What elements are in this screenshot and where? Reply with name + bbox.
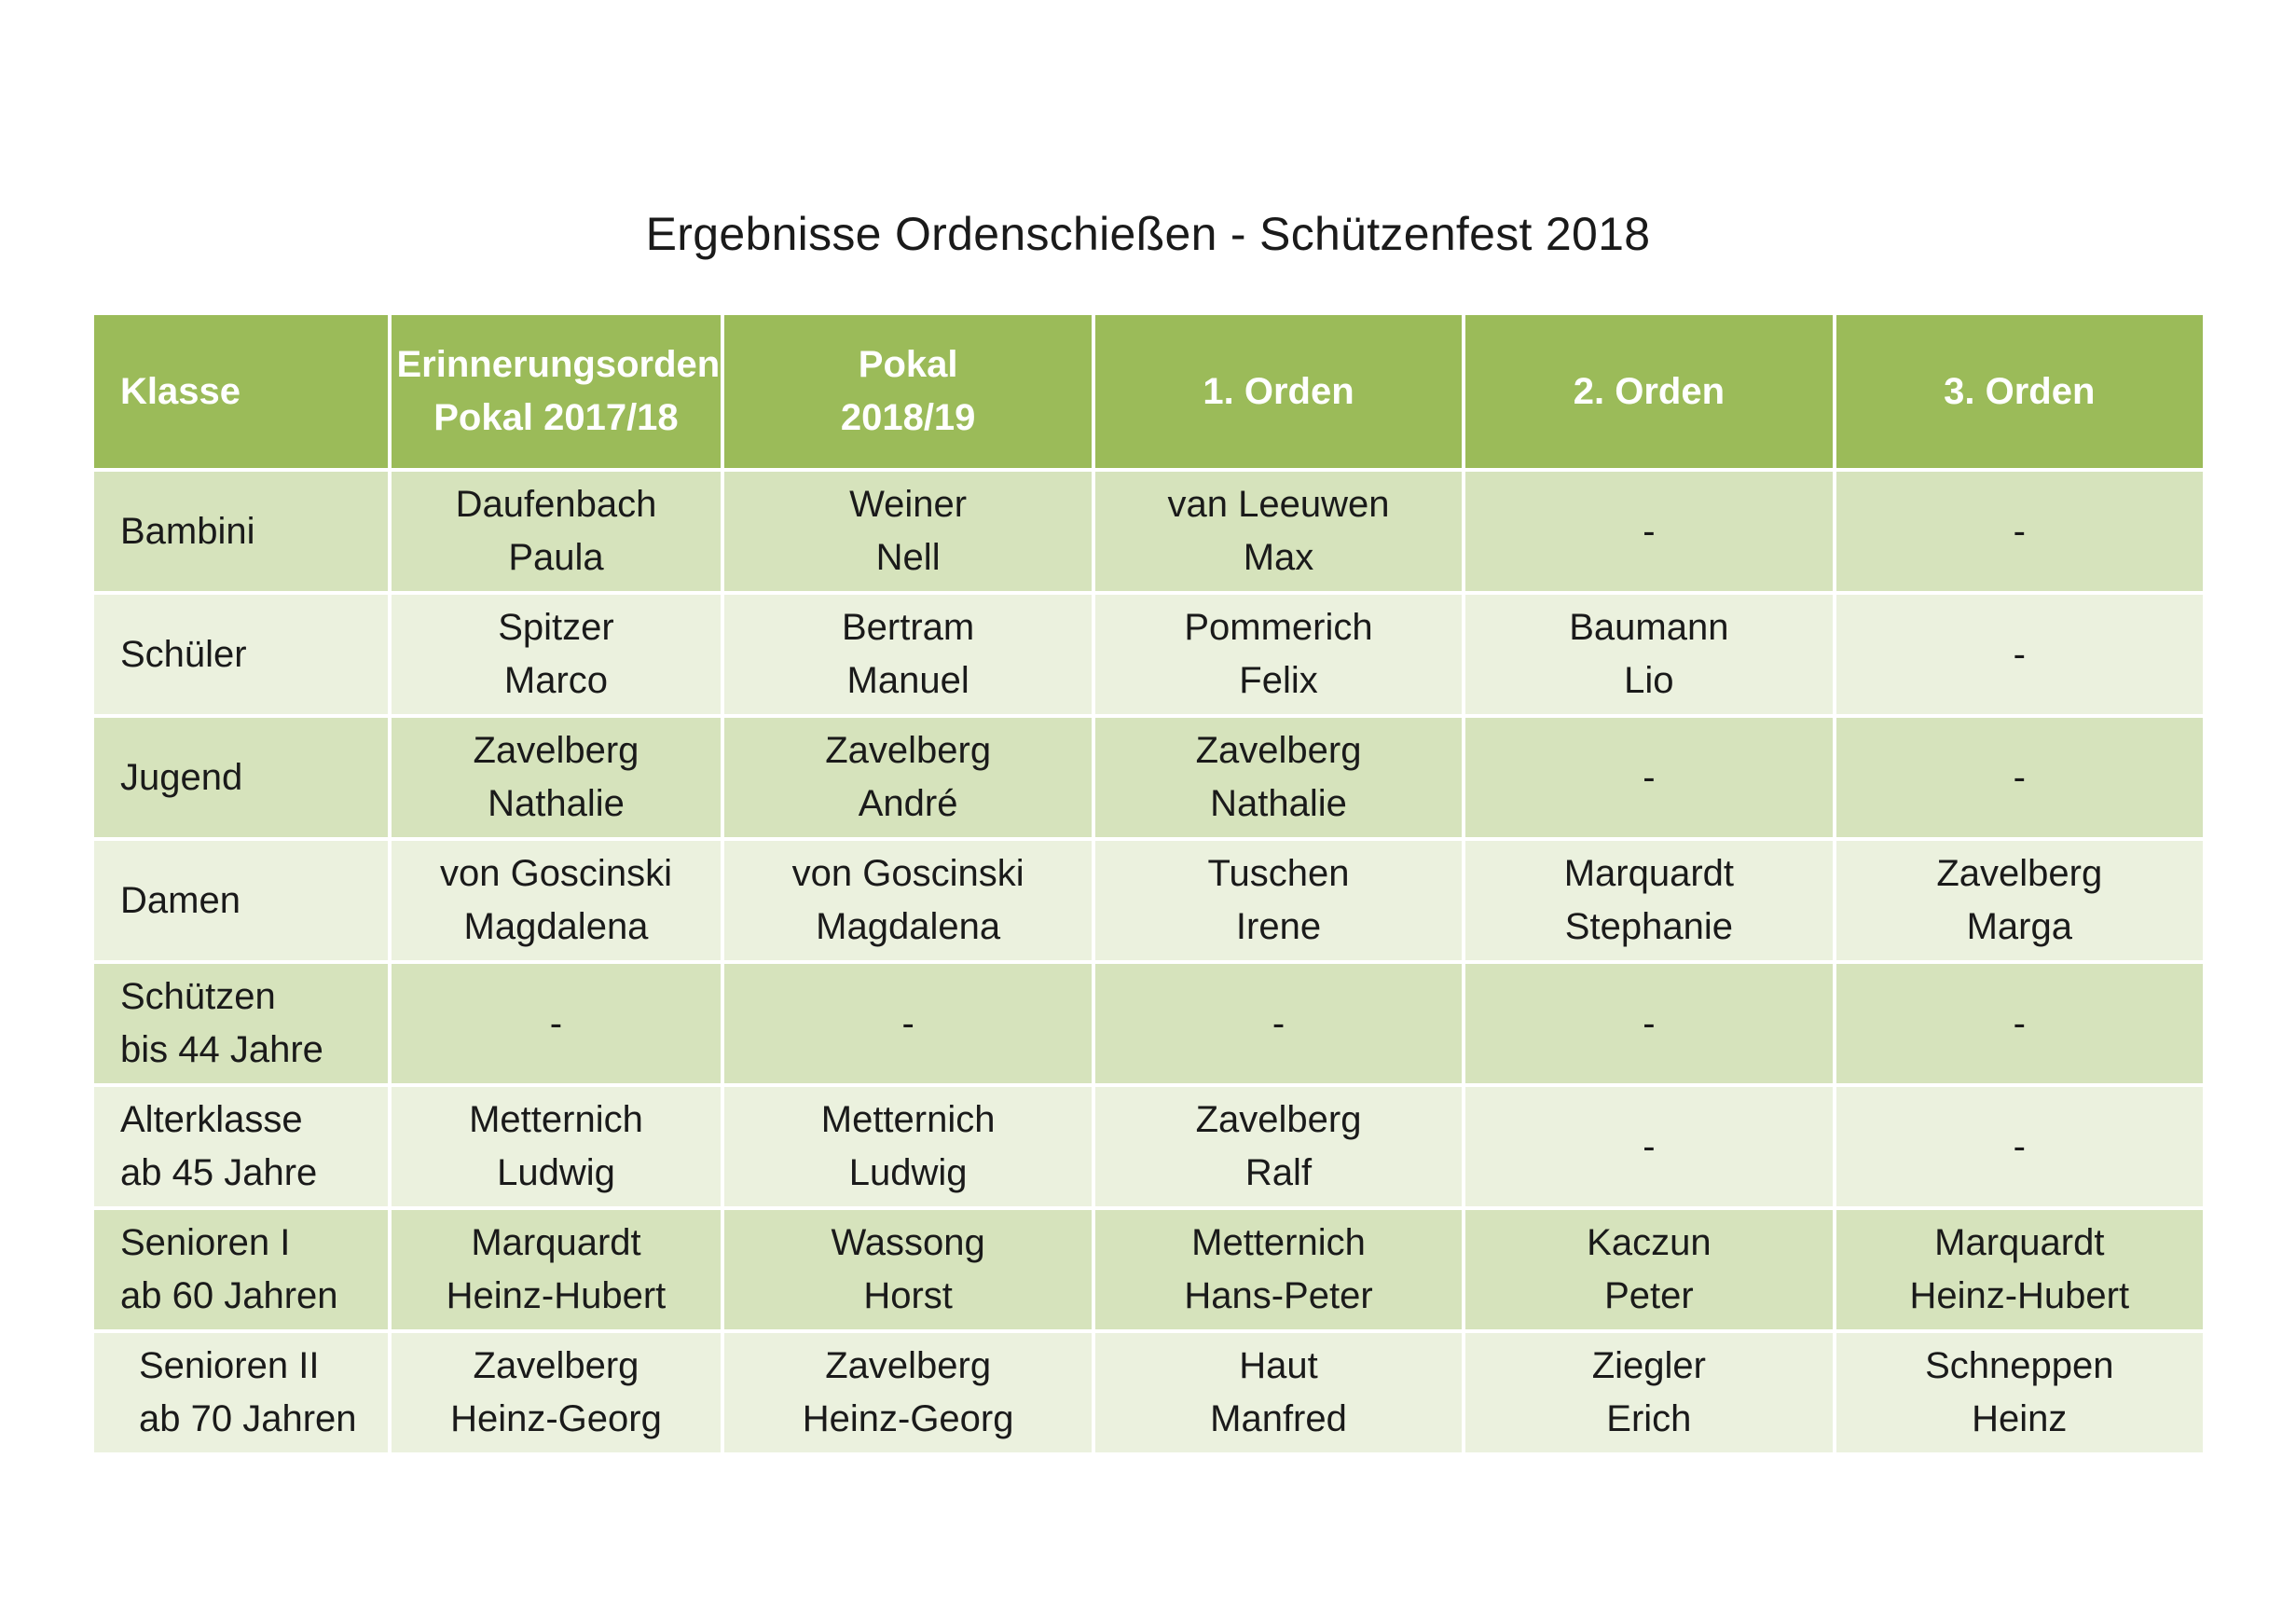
cell-line: Manfred bbox=[1210, 1398, 1347, 1439]
cell-pokal bbox=[724, 718, 1091, 837]
cell-1-orden bbox=[1095, 472, 1462, 591]
cell-line: Ludwig bbox=[497, 1152, 615, 1193]
cell-line: Zavelberg bbox=[1195, 1099, 1362, 1140]
klasse-line: ab 60 Jahren bbox=[120, 1275, 338, 1316]
cell-line: von Goscinski bbox=[791, 853, 1024, 894]
cell-klasse bbox=[94, 964, 388, 1083]
cell-line: Baumann bbox=[1569, 607, 1729, 648]
cell-line: Irene bbox=[1235, 906, 1322, 947]
cell-3-orden bbox=[1836, 1210, 2203, 1329]
cell-3-orden bbox=[1836, 1333, 2203, 1452]
cell-1-orden bbox=[1095, 1333, 1462, 1452]
cell-line: Felix bbox=[1239, 660, 1318, 701]
results-table bbox=[90, 311, 2207, 1456]
cell-1-orden bbox=[1095, 841, 1462, 960]
page-title: Ergebnisse Ordenschießen - Schützenfest 2018 bbox=[645, 208, 1651, 260]
table-header-row bbox=[94, 315, 2203, 468]
klasse-line: Alterklasse bbox=[120, 1099, 303, 1140]
klasse-line: Schützen bbox=[120, 976, 276, 1017]
cell-line: Peter bbox=[1604, 1275, 1694, 1316]
table-row bbox=[94, 718, 2203, 837]
cell-pokal bbox=[724, 472, 1091, 591]
cell-line: Marquardt bbox=[471, 1222, 641, 1263]
table-row bbox=[94, 841, 2203, 960]
cell-line: - bbox=[1643, 756, 1656, 798]
cell-klasse bbox=[94, 718, 388, 837]
cell-line: Hans-Peter bbox=[1184, 1275, 1373, 1316]
header-klasse: Klasse bbox=[94, 315, 388, 468]
cell-3-orden bbox=[1836, 595, 2203, 714]
cell-line: - bbox=[2013, 633, 2026, 675]
cell-line: Manuel bbox=[846, 660, 969, 701]
cell-line: Bertram bbox=[842, 607, 975, 648]
cell-klasse bbox=[94, 1210, 388, 1329]
header-1-orden: 1. Orden bbox=[1095, 315, 1462, 468]
cell-3-orden bbox=[1836, 964, 2203, 1083]
cell-line: Erich bbox=[1606, 1398, 1692, 1439]
cell-pokal bbox=[724, 595, 1091, 714]
cell-pokal bbox=[724, 1210, 1091, 1329]
cell-2-orden bbox=[1465, 595, 1832, 714]
cell-erinnerungsorden bbox=[392, 595, 722, 714]
cell-line: Marga bbox=[1966, 906, 2072, 947]
cell-erinnerungsorden bbox=[392, 841, 722, 960]
cell-line: Heinz-Hubert bbox=[446, 1275, 667, 1316]
cell-line: Haut bbox=[1239, 1345, 1318, 1386]
cell-line: Ludwig bbox=[848, 1152, 968, 1193]
cell-line: Zavelberg bbox=[825, 1345, 992, 1386]
cell-line: Nell bbox=[875, 537, 941, 578]
cell-line: - bbox=[901, 1002, 914, 1044]
cell-line: Metternich bbox=[1191, 1222, 1366, 1263]
klasse-line: Jugend bbox=[120, 756, 243, 798]
cell-line: André bbox=[858, 783, 958, 824]
klasse-line: Senioren II bbox=[139, 1345, 320, 1386]
cell-1-orden bbox=[1095, 595, 1462, 714]
table-row bbox=[94, 1210, 2203, 1329]
cell-line: Heinz-Georg bbox=[802, 1398, 1014, 1439]
cell-line: Zavelberg bbox=[1936, 853, 2103, 894]
cell-erinnerungsorden bbox=[392, 1210, 722, 1329]
cell-erinnerungsorden bbox=[392, 718, 722, 837]
cell-line: von Goscinski bbox=[439, 853, 672, 894]
cell-1-orden bbox=[1095, 964, 1462, 1083]
cell-erinnerungsorden bbox=[392, 1333, 722, 1452]
cell-klasse bbox=[94, 1333, 388, 1452]
cell-erinnerungsorden bbox=[392, 1087, 722, 1206]
table-row bbox=[94, 472, 2203, 591]
cell-line: Marquardt bbox=[1563, 853, 1735, 894]
cell-line: Zavelberg bbox=[473, 730, 639, 771]
cell-line: Lio bbox=[1624, 660, 1674, 701]
cell-line: Heinz bbox=[1972, 1398, 2068, 1439]
cell-line: Metternich bbox=[820, 1099, 996, 1140]
cell-2-orden bbox=[1465, 472, 1832, 591]
header-2-orden: 2. Orden bbox=[1465, 315, 1832, 468]
header-erinnerungsorden: Erinnerungsorden Pokal 2017/18 bbox=[392, 315, 722, 468]
klasse-line: Senioren I bbox=[120, 1222, 291, 1263]
klasse-line: ab 45 Jahre bbox=[120, 1152, 318, 1193]
klasse-line: Bambini bbox=[120, 510, 255, 552]
cell-2-orden bbox=[1465, 1333, 1832, 1452]
cell-2-orden bbox=[1465, 964, 1832, 1083]
table-row bbox=[94, 595, 2203, 714]
cell-line: - bbox=[549, 1002, 563, 1044]
cell-line: Magdalena bbox=[816, 906, 1001, 947]
cell-line: Daufenbach bbox=[455, 484, 657, 525]
cell-1-orden bbox=[1095, 1210, 1462, 1329]
cell-3-orden bbox=[1836, 718, 2203, 837]
cell-line: Tuschen bbox=[1207, 853, 1350, 894]
cell-line: Spitzer bbox=[498, 607, 614, 648]
cell-line: Magdalena bbox=[463, 906, 649, 947]
cell-line: - bbox=[1643, 510, 1656, 552]
cell-line: Ralf bbox=[1244, 1152, 1313, 1193]
cell-line: Wassong bbox=[831, 1222, 985, 1263]
cell-pokal bbox=[724, 964, 1091, 1083]
cell-line: Nathalie bbox=[1210, 783, 1347, 824]
cell-2-orden bbox=[1465, 1210, 1832, 1329]
klasse-line: Damen bbox=[120, 879, 241, 921]
cell-line: - bbox=[2013, 1002, 2026, 1044]
cell-line: - bbox=[1272, 1002, 1285, 1044]
cell-line: - bbox=[1643, 1125, 1656, 1167]
cell-line: Zavelberg bbox=[1195, 730, 1362, 771]
cell-line: Paula bbox=[508, 537, 604, 578]
klasse-line: bis 44 Jahre bbox=[120, 1029, 323, 1070]
cell-klasse bbox=[94, 1087, 388, 1206]
cell-klasse bbox=[94, 595, 388, 714]
cell-line: Max bbox=[1243, 537, 1314, 578]
cell-3-orden bbox=[1836, 472, 2203, 591]
cell-2-orden bbox=[1465, 841, 1832, 960]
table-body bbox=[94, 472, 2203, 1452]
cell-line: Heinz-Georg bbox=[450, 1398, 662, 1439]
cell-line: Marco bbox=[503, 660, 609, 701]
cell-line: Kaczun bbox=[1587, 1222, 1712, 1263]
cell-pokal bbox=[724, 1333, 1091, 1452]
table-row bbox=[94, 1333, 2203, 1452]
cell-line: Weiner bbox=[849, 484, 968, 525]
cell-line: Zavelberg bbox=[473, 1345, 639, 1386]
klasse-line: Schüler bbox=[120, 633, 247, 675]
cell-line: - bbox=[2013, 1125, 2026, 1167]
cell-3-orden bbox=[1836, 841, 2203, 960]
cell-erinnerungsorden bbox=[392, 472, 722, 591]
cell-line: Heinz-Hubert bbox=[1909, 1275, 2130, 1316]
cell-line: - bbox=[2013, 756, 2026, 798]
cell-2-orden bbox=[1465, 718, 1832, 837]
cell-line: Horst bbox=[863, 1275, 953, 1316]
cell-pokal bbox=[724, 1087, 1091, 1206]
cell-1-orden bbox=[1095, 718, 1462, 837]
cell-line: Zavelberg bbox=[825, 730, 992, 771]
table-row bbox=[94, 964, 2203, 1083]
cell-klasse bbox=[94, 841, 388, 960]
cell-line: Nathalie bbox=[488, 783, 625, 824]
cell-line: Ziegler bbox=[1591, 1345, 1706, 1386]
cell-klasse bbox=[94, 472, 388, 591]
klasse-line: ab 70 Jahren bbox=[139, 1398, 357, 1439]
cell-erinnerungsorden bbox=[392, 964, 722, 1083]
cell-3-orden bbox=[1836, 1087, 2203, 1206]
cell-line: - bbox=[1643, 1002, 1656, 1044]
cell-line: Pommerich bbox=[1184, 607, 1373, 648]
cell-line: Stephanie bbox=[1564, 906, 1733, 947]
header-3-orden: 3. Orden bbox=[1836, 315, 2203, 468]
cell-line: Marquardt bbox=[1934, 1222, 2105, 1263]
cell-1-orden bbox=[1095, 1087, 1462, 1206]
cell-pokal bbox=[724, 841, 1091, 960]
cell-line: Metternich bbox=[469, 1099, 643, 1140]
cell-line: Schneppen bbox=[1925, 1345, 2114, 1386]
header-pokal: Pokal 2018/19 bbox=[724, 315, 1091, 468]
table-row bbox=[94, 1087, 2203, 1206]
cell-line: van Leeuwen bbox=[1167, 484, 1390, 525]
cell-line: - bbox=[2013, 510, 2026, 552]
cell-2-orden bbox=[1465, 1087, 1832, 1206]
